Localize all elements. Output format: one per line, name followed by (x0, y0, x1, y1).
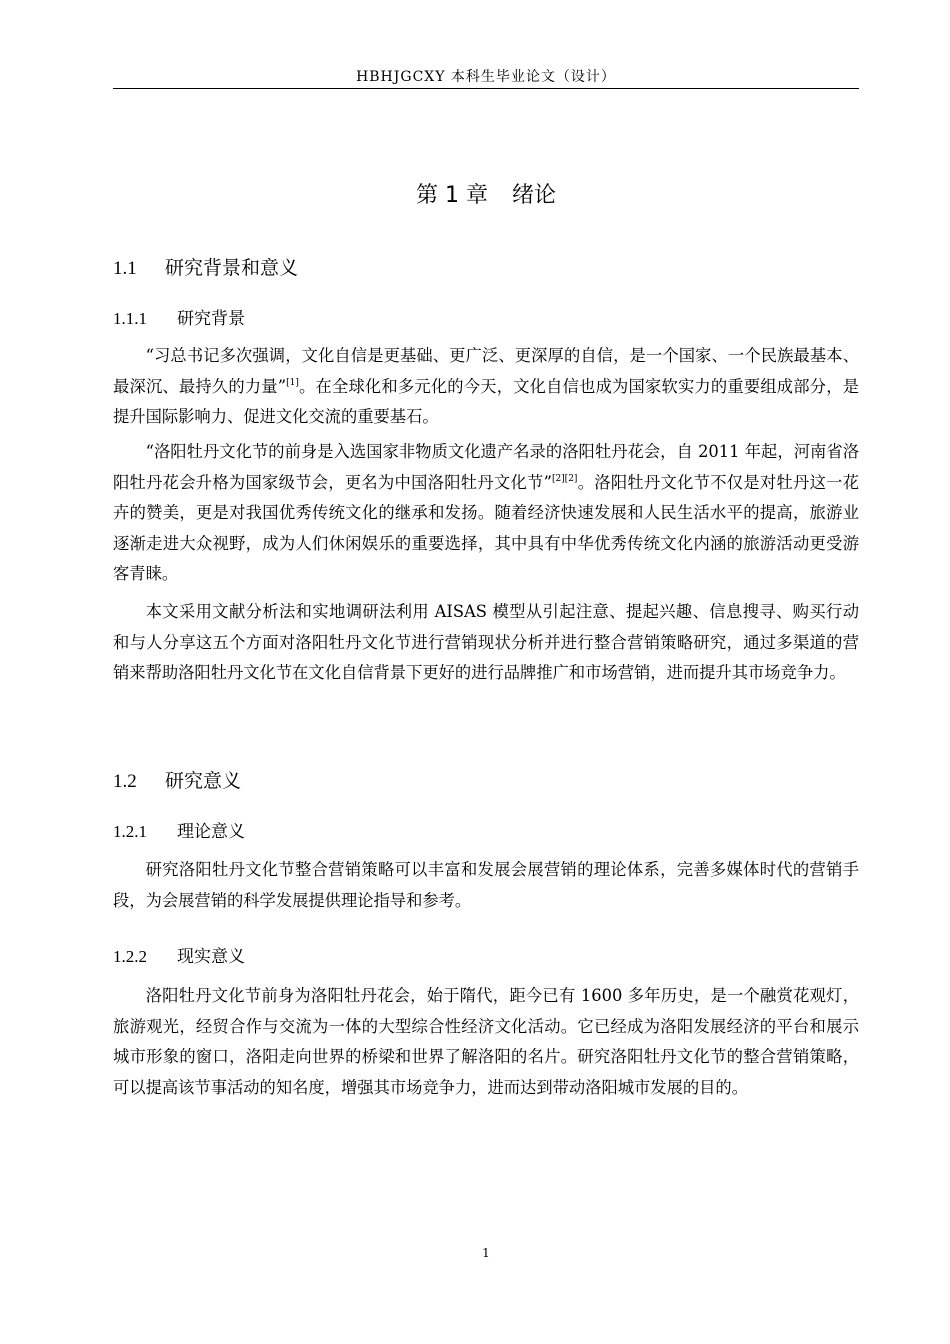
chapter-name: 绪论 (511, 183, 556, 208)
citation-ref: [2][2] (551, 473, 578, 484)
section-title: 研究意义 (165, 770, 242, 792)
subsection-title: 现实意义 (177, 947, 245, 967)
section-heading-1-1 (113, 253, 298, 280)
paragraph-text: 。在全球化和多元化的今天，文化自信也成为国家软实力的重要组成部分，是提升国际影响力、促进文化交流的重要基石。 (113, 376, 859, 426)
paragraph-text: “习总书记多次强调，文化自信是更基础、更广泛、更深厚的自信，是一个国家、一个民族最基本、最深沉、最持久的力量” (113, 346, 859, 396)
subsection-title: 理论意义 (177, 822, 245, 842)
subsection-number: 1.2.1 (113, 822, 147, 841)
subsection-title: 研究背景 (177, 309, 245, 329)
section-title: 研究背景和意义 (165, 257, 299, 279)
subsection-heading-1-2-1 (113, 817, 245, 842)
paragraph-text: “洛阳牡丹文化节的前身是入选国家非物质文化遗产名录的洛阳牡丹花会，自 2011 年起，河南省洛阳牡丹花会升格为国家级节会，更名为中国洛阳牡丹文化节” (113, 442, 859, 492)
paragraph-practice: 洛阳牡丹文化节前身为洛阳牡丹花会，始于隋代，距今已有 1600 多年历史，是一个融赏花观灯，旅游观光，经贸合作与交流为一体的大型综合性经济文化活动。它已经成为洛阳发展经济的平台和展示城市形象的窗口，洛阳走向世界的桥梁和世界了解洛阳的名片。研究洛阳牡丹文化节的整合营销策略，可以提高该节事活动的知名度，增强其市场竞争力，进而达到带动洛阳城市发展的目的。 (113, 986, 859, 1097)
header-rule (113, 88, 859, 89)
chapter-title (113, 178, 859, 209)
chapter-number: 第 1 章 (416, 183, 488, 208)
section-heading-1-2 (113, 766, 241, 793)
paragraph-background-2 (113, 437, 859, 590)
section-number: 1.1 (113, 258, 137, 279)
paragraph-background-3: 本文采用文献分析法和实地调研法利用 AISAS 模型从引起注意、提起兴趣、信息搜寻、购买行动和与人分享这五个方面对洛阳牡丹文化节进行营销现状分析并进行整合营销策略研究，通过多渠道的营销来帮助洛阳牡丹文化节在文化自信背景下更好的进行品牌推广和市场营销，进而提升其市场竞争力。 (113, 602, 859, 682)
subsection-number: 1.2.2 (113, 947, 147, 966)
subsection-number: 1.1.1 (113, 309, 147, 328)
paragraph-background-1 (113, 341, 859, 433)
running-header: HBHJGCXY 本科生毕业论文（设计） (356, 69, 616, 85)
paragraph-theory: 研究洛阳牡丹文化节整合营销策略可以丰富和发展会展营销的理论体系，完善多媒体时代的营销手段，为会展营销的科学发展提供理论指导和参考。 (113, 860, 859, 910)
paragraph-text: 。洛阳牡丹文化节不仅是对牡丹这一花卉的赞美，更是对我国优秀传统文化的继承和发扬。随着经济快速发展和人民生活水平的提高，旅游业逐渐走进大众视野，成为人们休闲娱乐的重要选择，其中具有中华优秀传统文化内涵的旅游活动更受游客青睐。 (113, 472, 859, 583)
citation-ref: [1] (286, 377, 299, 388)
section-number: 1.2 (113, 771, 137, 792)
subsection-heading-1-1-1 (113, 304, 245, 329)
subsection-heading-1-2-2 (113, 942, 245, 967)
page-number: 1 (482, 1246, 490, 1260)
